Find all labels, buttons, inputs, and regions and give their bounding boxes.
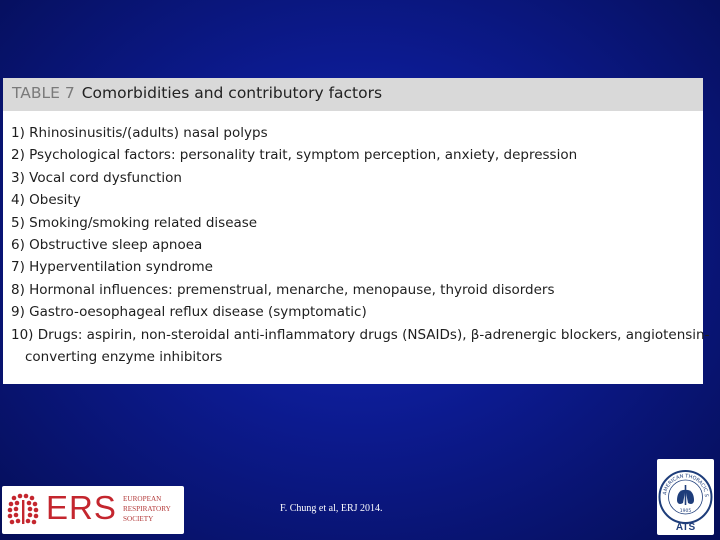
ats-logo	[657, 459, 714, 535]
list-item: 3) Vocal cord dysfunction	[11, 169, 182, 186]
ats-arc-text: AMERICAN THORACIC S	[662, 473, 710, 498]
citation: F. Chung et al, ERJ 2014.	[280, 503, 383, 514]
list-item: 10) Drugs: aspirin, non-steroidal anti-inflammatory drugs (NSAIDs), β-adrenergic blockers, angiotensin-	[11, 326, 710, 343]
ers-line-1: EUROPEAN	[123, 495, 162, 503]
list-item: 4) Obesity	[11, 192, 81, 209]
ats-seal-icon	[657, 459, 714, 535]
ats-letters: ATS	[675, 522, 696, 533]
list-item: 2) Psychological factors: personality trait, symptom perception, anxiety, depression	[11, 147, 578, 164]
list-item: 1) Rhinosinusitis/(adults) nasal polyps	[11, 125, 268, 141]
factor-list	[11, 122, 710, 368]
list-item-continuation: converting enzyme inhibitors	[25, 348, 223, 365]
comorbidities-table	[3, 78, 710, 384]
table-header	[3, 78, 703, 111]
list-item: 7) Hyperventilation syndrome	[11, 259, 213, 276]
list-item: 5) Smoking/smoking related disease	[11, 214, 258, 231]
table-title-text: Comorbidities and contributory factors	[81, 84, 383, 102]
table-label: TABLE 7	[12, 84, 75, 102]
list-item: 8) Hormonal influences: premenstrual, menarche, menopause, thyroid disorders	[11, 281, 555, 298]
ers-logo	[2, 486, 184, 534]
ers-line-2: RESPIRATORY	[123, 505, 171, 513]
ats-year: 1905	[679, 509, 692, 514]
ers-lung-icon	[5, 490, 41, 530]
ers-line-3: SOCIETY	[123, 515, 154, 523]
list-item: 9) Gastro-oesophageal reflux disease (symptomatic)	[11, 304, 367, 321]
list-item: 6) Obstructive sleep apnoea	[11, 236, 203, 253]
ers-letters: ERS	[46, 489, 117, 526]
table-title	[12, 84, 382, 102]
